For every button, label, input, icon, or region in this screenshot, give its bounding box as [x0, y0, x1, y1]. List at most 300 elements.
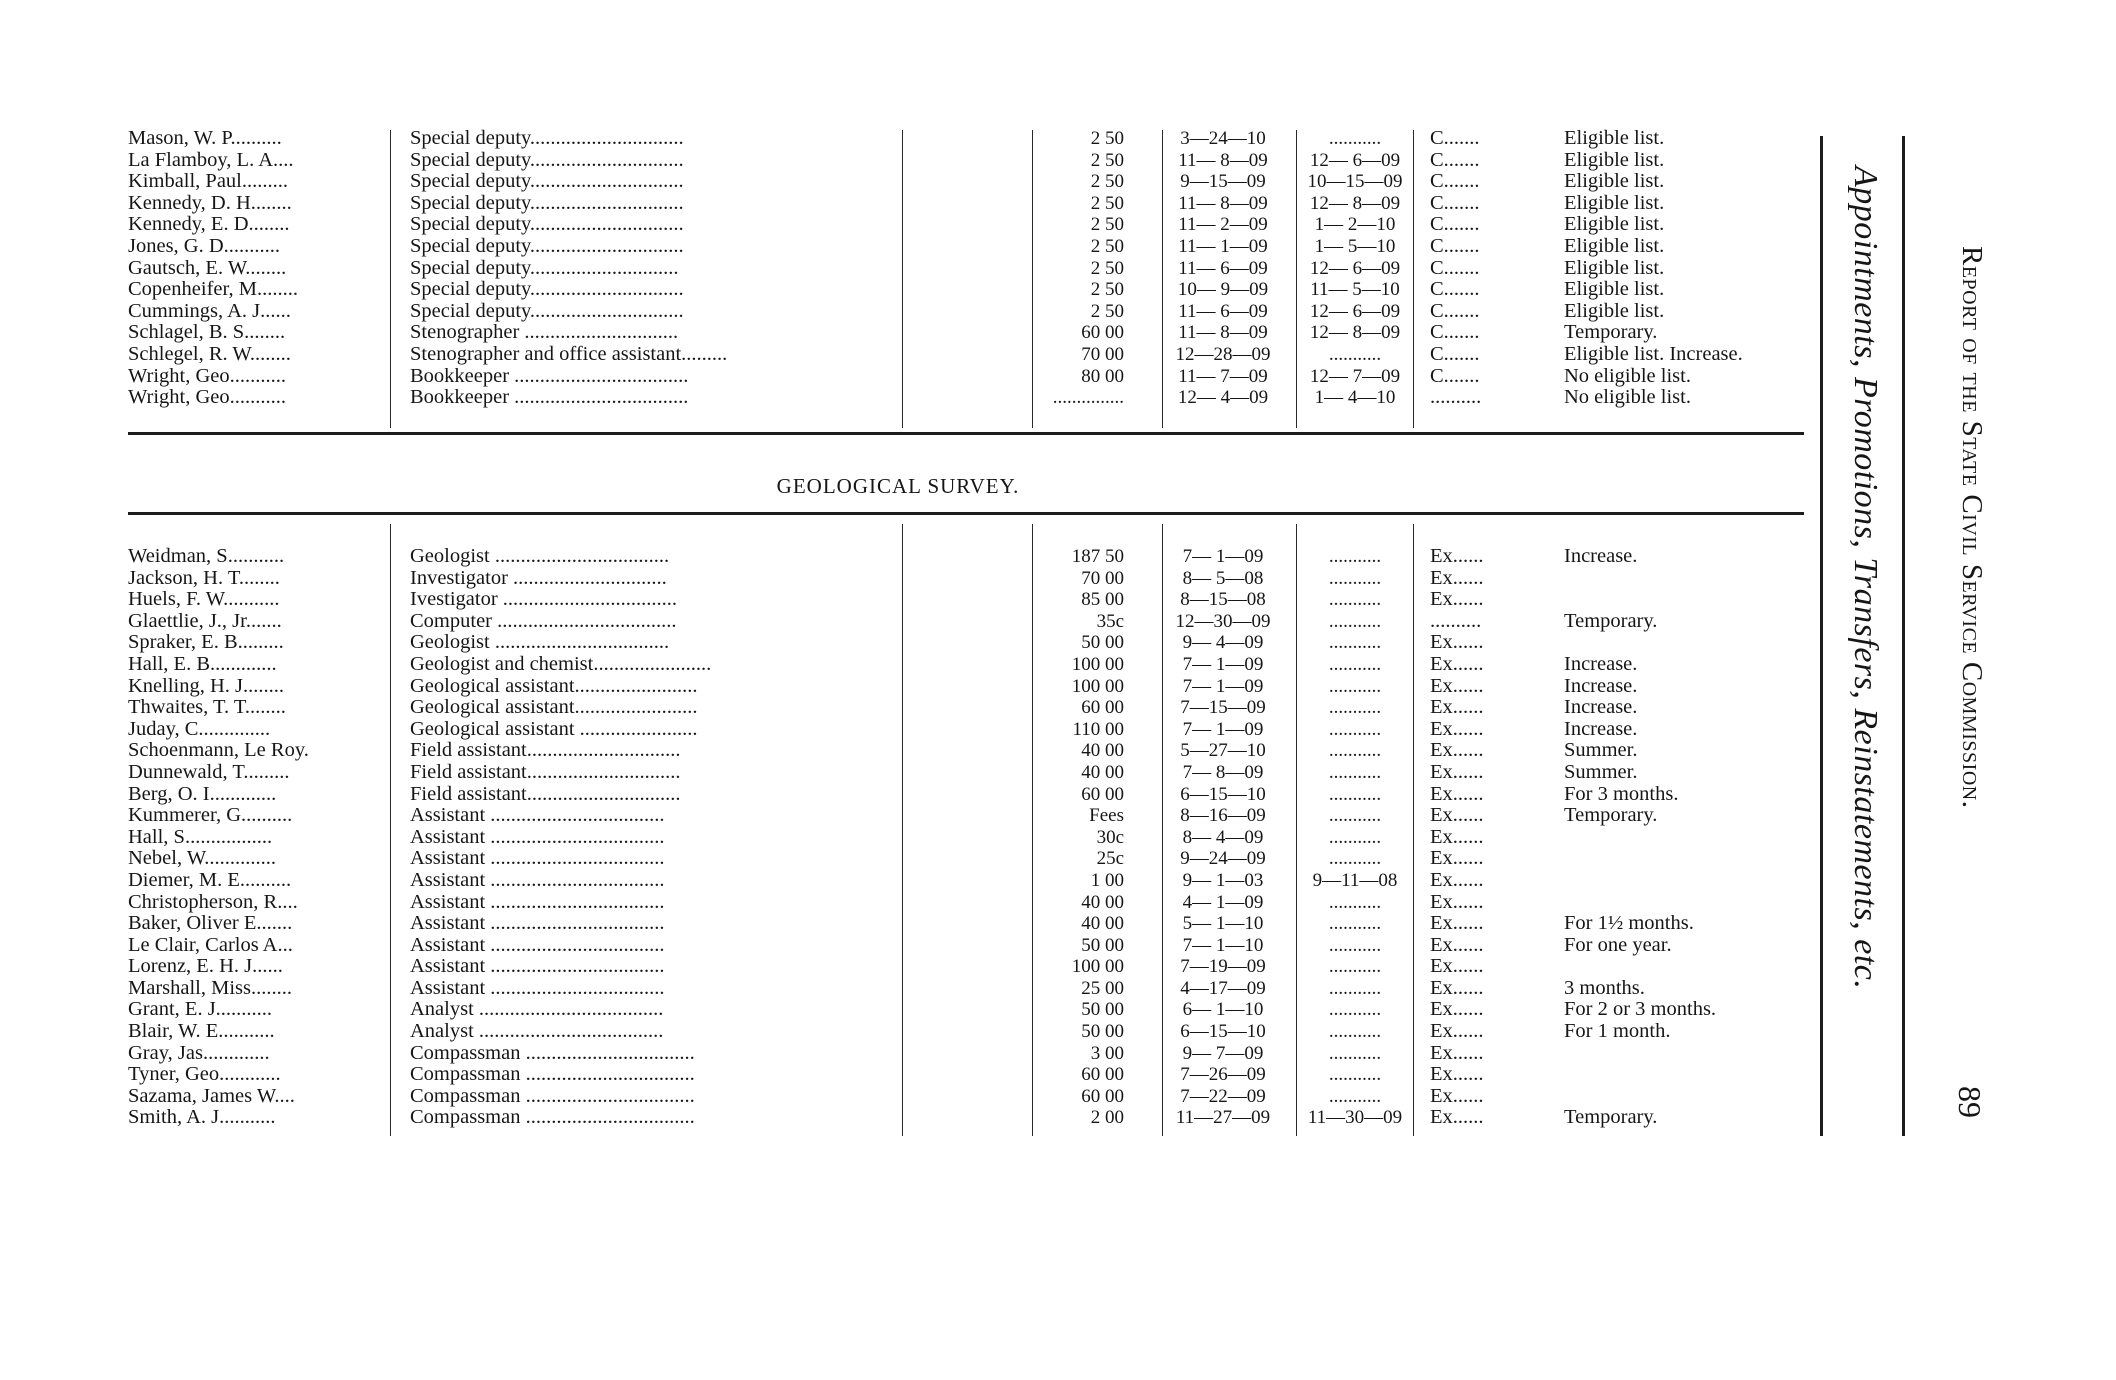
- table-row: [128, 1086, 1804, 1108]
- table-row: [128, 1043, 1804, 1065]
- status-code: Ex......: [1430, 934, 1484, 956]
- table-row: [128, 848, 1804, 870]
- side-rule-left: [1820, 136, 1823, 1136]
- compensation-rate: 25c: [1096, 848, 1124, 870]
- end-date: ...........: [1328, 610, 1382, 632]
- appointment-date: 11—27—09: [1175, 1107, 1271, 1129]
- appointment-date: 10— 9—09: [1177, 279, 1269, 301]
- appointee-name: Huels, F. W...........: [128, 589, 280, 611]
- appointee-name: Lorenz, E. H. J......: [128, 956, 283, 978]
- appointment-date: 9— 7—09: [1182, 1042, 1264, 1064]
- appointee-name: Diemer, M. E..........: [128, 869, 292, 891]
- position-title: Analyst ....................................: [410, 999, 664, 1021]
- compensation-rate: 50 00: [1081, 934, 1124, 956]
- appointment-date: 7—15—09: [1180, 697, 1266, 719]
- status-code: Ex......: [1430, 977, 1484, 999]
- appointee-name: Berg, O. I.............: [128, 783, 277, 805]
- position-title: Investigator ..............................: [410, 567, 667, 589]
- remark: Eligible list.: [1564, 257, 1665, 279]
- compensation-rate: 40 00: [1081, 891, 1124, 913]
- appointment-date: 9— 1—03: [1182, 869, 1264, 891]
- column-rule: [1296, 130, 1297, 428]
- section-top-rule: [128, 432, 1804, 435]
- compensation-rate: 100 00: [1071, 956, 1124, 978]
- end-date: ...........: [1328, 783, 1382, 805]
- table-row: [128, 546, 1804, 568]
- appointee-name: Juday, C..............: [128, 718, 271, 740]
- table-row: [128, 589, 1804, 611]
- appointment-date: 6— 1—10: [1182, 999, 1264, 1021]
- remark: For 2 or 3 months.: [1564, 999, 1717, 1021]
- appointment-date: 7— 1—09: [1182, 653, 1264, 675]
- table-row: [128, 740, 1804, 762]
- appointee-name: Jackson, H. T........: [128, 567, 280, 589]
- position-title: Stenographer and office assistant.........: [410, 343, 728, 365]
- table-row: [128, 935, 1804, 957]
- position-title: Assistant ..................................: [410, 826, 665, 848]
- status-code: Ex......: [1430, 740, 1484, 762]
- compensation-rate: ...............: [1052, 387, 1124, 409]
- status-code: Ex......: [1430, 697, 1484, 719]
- remark: For one year.: [1564, 934, 1672, 956]
- position-title: Special deputy.............................: [410, 257, 679, 279]
- compensation-rate: 85 00: [1081, 589, 1124, 611]
- end-date: ...........: [1328, 977, 1382, 999]
- position-title: Special deputy..............................: [410, 214, 684, 236]
- appointment-date: 11— 1—09: [1178, 235, 1268, 257]
- end-date: ...........: [1328, 718, 1382, 740]
- status-code: C.......: [1430, 300, 1480, 322]
- appointment-date: 6—15—10: [1180, 783, 1266, 805]
- appointment-date: 5— 1—10: [1182, 913, 1264, 935]
- appointment-date: 12—30—09: [1175, 610, 1271, 632]
- appointee-name: Blair, W. E...........: [128, 1021, 275, 1043]
- remark: Increase.: [1564, 697, 1638, 719]
- compensation-rate: 40 00: [1081, 740, 1124, 762]
- appointee-name: Schoenmann, Le Roy.: [128, 740, 309, 762]
- status-code: Ex......: [1430, 848, 1484, 870]
- appointment-date: 6—15—10: [1180, 1021, 1266, 1043]
- end-date: 11—30—09: [1307, 1107, 1403, 1129]
- page-number: 89: [1952, 1086, 1988, 1118]
- compensation-rate: 60 00: [1081, 1064, 1124, 1086]
- column-rule: [390, 524, 391, 1136]
- table-row: [128, 301, 1804, 323]
- compensation-rate: 187 50: [1071, 546, 1124, 567]
- appointee-name: Hall, S.................: [128, 826, 273, 848]
- status-code: C.......: [1430, 192, 1480, 214]
- end-date: 9—11—08: [1312, 869, 1398, 891]
- compensation-rate: 2 50: [1090, 192, 1124, 214]
- compensation-rate: 2 50: [1090, 300, 1124, 322]
- column-rule: [1032, 524, 1033, 1136]
- table-row: [128, 1064, 1804, 1086]
- end-date: ...........: [1328, 653, 1382, 675]
- compensation-rate: 2 50: [1090, 279, 1124, 301]
- status-code: C.......: [1430, 128, 1480, 149]
- remark: No eligible list.: [1564, 387, 1691, 409]
- position-title: Ivestigator ..................................: [410, 589, 678, 611]
- column-rule: [902, 524, 903, 1136]
- end-date: ...........: [1328, 934, 1382, 956]
- status-code: Ex......: [1430, 632, 1484, 654]
- appointee-name: Gray, Jas.............: [128, 1042, 270, 1064]
- end-date: ...........: [1328, 567, 1382, 589]
- appointment-date: 7— 1—10: [1182, 934, 1264, 956]
- compensation-rate: 2 00: [1090, 1107, 1124, 1129]
- table-row: [128, 128, 1804, 150]
- remark: Eligible list.: [1564, 300, 1665, 322]
- end-date: 12— 8—09: [1309, 322, 1401, 344]
- compensation-rate: 60 00: [1081, 1085, 1124, 1107]
- position-title: Geologist ..................................: [410, 632, 670, 654]
- table-row: [128, 322, 1804, 344]
- table-row: [128, 870, 1804, 892]
- table-row: [128, 568, 1804, 590]
- position-title: Assistant ..................................: [410, 913, 665, 935]
- appointee-name: Gautsch, E. W........: [128, 257, 287, 279]
- remark: Increase.: [1564, 653, 1638, 675]
- end-date: ...........: [1328, 697, 1382, 719]
- column-rule: [1032, 130, 1033, 428]
- appointee-name: Knelling, H. J........: [128, 675, 285, 697]
- remark: For 1½ months.: [1564, 913, 1694, 935]
- status-code: Ex......: [1430, 589, 1484, 611]
- status-code: Ex......: [1430, 999, 1484, 1021]
- appointee-name: Dunnewald, T.........: [128, 761, 290, 783]
- appointment-date: 11— 6—09: [1178, 257, 1268, 279]
- column-rule: [1296, 524, 1297, 1136]
- compensation-rate: 50 00: [1081, 632, 1124, 654]
- table-row: [128, 1107, 1804, 1129]
- table-row: [128, 611, 1804, 633]
- remark: Increase.: [1564, 546, 1638, 567]
- end-date: ...........: [1328, 1085, 1382, 1107]
- table-row: [128, 719, 1804, 741]
- end-date: ...........: [1328, 740, 1382, 762]
- status-code: Ex......: [1430, 567, 1484, 589]
- remark: Temporary.: [1564, 610, 1658, 632]
- appointee-name: Wright, Geo...........: [128, 365, 287, 387]
- appointee-name: Tyner, Geo............: [128, 1064, 281, 1086]
- appointee-name: Mason, W. P..........: [128, 128, 282, 149]
- remark: Eligible list.: [1564, 171, 1665, 193]
- position-title: Geological assistant .......................: [410, 718, 698, 740]
- compensation-rate: 1 00: [1090, 869, 1124, 891]
- appointee-name: Le Clair, Carlos A...: [128, 934, 293, 956]
- status-code: Ex......: [1430, 1064, 1484, 1086]
- end-date: ...........: [1328, 1064, 1382, 1086]
- table-row: [128, 654, 1804, 676]
- end-date: 12— 8—09: [1309, 192, 1401, 214]
- table-row: [128, 214, 1804, 236]
- end-date: 1— 5—10: [1314, 235, 1396, 257]
- position-title: Special deputy..............................: [410, 300, 684, 322]
- table-row: [128, 387, 1804, 409]
- position-title: Computer ...................................: [410, 610, 677, 632]
- status-code: C.......: [1430, 279, 1480, 301]
- table-row: [128, 258, 1804, 280]
- appointee-name: Kimball, Paul.........: [128, 171, 289, 193]
- position-title: Bookkeeper ..................................: [410, 387, 689, 409]
- appointee-name: Grant, E. J...........: [128, 999, 273, 1021]
- appointment-date: 8— 4—09: [1182, 826, 1264, 848]
- end-date: 12— 7—09: [1309, 365, 1401, 387]
- status-code: C.......: [1430, 235, 1480, 257]
- end-date: ...........: [1328, 546, 1382, 567]
- appointee-name: Glaettlie, J., Jr.......: [128, 610, 282, 632]
- status-code: Ex......: [1430, 718, 1484, 740]
- appointment-date: 5—27—10: [1180, 740, 1266, 762]
- table-row: [128, 676, 1804, 698]
- appointment-date: 9— 4—09: [1182, 632, 1264, 654]
- appointee-name: Jones, G. D...........: [128, 235, 281, 257]
- table-row: [128, 892, 1804, 914]
- appointee-name: Thwaites, T. T........: [128, 697, 286, 719]
- end-date: 1— 2—10: [1314, 214, 1396, 236]
- position-title: Special deputy..............................: [410, 235, 684, 257]
- compensation-rate: 25 00: [1081, 977, 1124, 999]
- compensation-rate: 110 00: [1072, 718, 1124, 740]
- appointee-name: Wright, Geo...........: [128, 387, 287, 409]
- end-date: ...........: [1328, 1021, 1382, 1043]
- remark: 3 months.: [1564, 977, 1645, 999]
- compensation-rate: 100 00: [1071, 675, 1124, 697]
- position-title: Assistant ..................................: [410, 805, 665, 827]
- status-code: Ex......: [1430, 956, 1484, 978]
- running-subhead: Appointments, Promotions, Transfers, Reinstatements, etc.: [1847, 166, 1884, 990]
- column-rule: [1413, 524, 1414, 1136]
- status-code: Ex......: [1430, 653, 1484, 675]
- appointee-name: La Flamboy, L. A....: [128, 149, 294, 171]
- table-row: [128, 784, 1804, 806]
- position-title: Compassman .................................: [410, 1042, 695, 1064]
- position-title: Assistant ..................................: [410, 934, 665, 956]
- position-title: Special deputy..............................: [410, 192, 684, 214]
- running-head: Report of the State Civil Service Commission.: [1956, 246, 1988, 809]
- appointment-date: 11— 7—09: [1178, 365, 1268, 387]
- position-title: Compassman .................................: [410, 1064, 695, 1086]
- status-code: Ex......: [1430, 783, 1484, 805]
- appointment-date: 3—24—10: [1180, 128, 1266, 149]
- compensation-rate: 3 00: [1090, 1042, 1124, 1064]
- table-row: [128, 193, 1804, 215]
- position-title: Special deputy..............................: [410, 149, 684, 171]
- compensation-rate: 50 00: [1081, 1021, 1124, 1043]
- table-row: [128, 1021, 1804, 1043]
- position-title: Assistant ..................................: [410, 956, 665, 978]
- appointment-date: 4— 1—09: [1182, 891, 1264, 913]
- appointment-date: 7—22—09: [1180, 1085, 1266, 1107]
- status-code: Ex......: [1430, 1042, 1484, 1064]
- position-title: Analyst ....................................: [410, 1021, 664, 1043]
- position-title: Field assistant..............................: [410, 783, 681, 805]
- table-row: [128, 236, 1804, 258]
- appointment-date: 9—15—09: [1180, 171, 1266, 193]
- end-date: ...........: [1328, 913, 1382, 935]
- remark: Temporary.: [1564, 322, 1658, 344]
- appointment-date: 4—17—09: [1180, 977, 1266, 999]
- geological-survey-table: [128, 546, 1804, 1129]
- compensation-rate: 2 50: [1090, 171, 1124, 193]
- table-row: [128, 366, 1804, 388]
- end-date: ...........: [1328, 1042, 1382, 1064]
- end-date: ...........: [1328, 343, 1382, 365]
- status-code: Ex......: [1430, 761, 1484, 783]
- appointee-name: Kennedy, D. H........: [128, 192, 292, 214]
- section-bottom-rule: [128, 512, 1804, 515]
- end-date: 10—15—09: [1307, 171, 1403, 193]
- table-row: [128, 344, 1804, 366]
- position-title: Field assistant..............................: [410, 740, 681, 762]
- position-title: Special deputy..............................: [410, 279, 684, 301]
- position-title: Compassman .................................: [410, 1085, 695, 1107]
- end-date: ...........: [1328, 826, 1382, 848]
- remark: No eligible list.: [1564, 365, 1691, 387]
- table-row: [128, 632, 1804, 654]
- position-title: Bookkeeper ..................................: [410, 365, 689, 387]
- appointment-date: 8—16—09: [1180, 805, 1266, 827]
- end-date: ...........: [1328, 589, 1382, 611]
- end-date: 12— 6—09: [1309, 257, 1401, 279]
- status-code: C.......: [1430, 343, 1480, 365]
- end-date: ...........: [1328, 999, 1382, 1021]
- appointment-date: 7— 1—09: [1182, 675, 1264, 697]
- status-code: Ex......: [1430, 891, 1484, 913]
- appointment-date: 11— 2—09: [1178, 214, 1268, 236]
- compensation-rate: 40 00: [1081, 761, 1124, 783]
- appointee-name: Hall, E. B.............: [128, 653, 277, 675]
- compensation-rate: 40 00: [1081, 913, 1124, 935]
- end-date: 12— 6—09: [1309, 300, 1401, 322]
- appointment-date: 9—24—09: [1180, 848, 1266, 870]
- appointment-date: 11— 8—09: [1178, 149, 1268, 171]
- end-date: ...........: [1328, 956, 1382, 978]
- end-date: ...........: [1328, 891, 1382, 913]
- remark: Summer.: [1564, 740, 1638, 762]
- column-rule: [1413, 130, 1414, 428]
- appointee-name: Nebel, W..............: [128, 848, 277, 870]
- appointee-name: Cummings, A. J......: [128, 300, 291, 322]
- remark: Temporary.: [1564, 1107, 1658, 1129]
- position-title: Geologist and chemist.......................: [410, 653, 712, 675]
- compensation-rate: 2 50: [1090, 214, 1124, 236]
- appointment-date: 11— 8—09: [1178, 192, 1268, 214]
- status-code: C.......: [1430, 149, 1480, 171]
- remark: Temporary.: [1564, 805, 1658, 827]
- compensation-rate: 2 50: [1090, 257, 1124, 279]
- appointee-name: Smith, A. J...........: [128, 1107, 276, 1129]
- compensation-rate: Fees: [1089, 805, 1124, 827]
- table-row: [128, 956, 1804, 978]
- column-rule: [902, 130, 903, 428]
- position-title: Geologist ..................................: [410, 546, 670, 567]
- position-title: Geological assistant........................: [410, 697, 698, 719]
- status-code: Ex......: [1430, 675, 1484, 697]
- status-code: ..........: [1430, 610, 1482, 632]
- position-title: Special deputy..............................: [410, 128, 684, 149]
- end-date: 11— 5—10: [1310, 279, 1400, 301]
- position-title: Assistant ..................................: [410, 848, 665, 870]
- appointee-name: Kennedy, E. D........: [128, 214, 290, 236]
- position-title: Field assistant..............................: [410, 761, 681, 783]
- table-row: [128, 999, 1804, 1021]
- compensation-rate: 100 00: [1071, 653, 1124, 675]
- end-date: 1— 4—10: [1314, 387, 1396, 409]
- section-title: GEOLOGICAL SURVEY.: [776, 474, 1020, 498]
- position-title: Assistant ..................................: [410, 891, 665, 913]
- appointee-name: Baker, Oliver E.......: [128, 913, 293, 935]
- table-row: [128, 827, 1804, 849]
- status-code: Ex......: [1430, 869, 1484, 891]
- position-title: Compassman .................................: [410, 1107, 695, 1129]
- appointment-date: 7— 8—09: [1182, 761, 1264, 783]
- end-date: ...........: [1328, 805, 1382, 827]
- appointee-name: Spraker, E. B.........: [128, 632, 284, 654]
- compensation-rate: 50 00: [1081, 999, 1124, 1021]
- remark: Eligible list.: [1564, 235, 1665, 257]
- compensation-rate: 2 50: [1090, 128, 1124, 149]
- compensation-rate: 35c: [1096, 610, 1124, 632]
- status-code: C.......: [1430, 257, 1480, 279]
- table-row: [128, 978, 1804, 1000]
- appointee-name: Sazama, James W....: [128, 1085, 295, 1107]
- column-rule: [1162, 130, 1163, 428]
- remark: For 1 month.: [1564, 1021, 1671, 1043]
- status-code: C.......: [1430, 322, 1480, 344]
- status-code: Ex......: [1430, 913, 1484, 935]
- table-row: [128, 805, 1804, 827]
- appointee-name: Copenheifer, M........: [128, 279, 298, 301]
- remark: Eligible list.: [1564, 128, 1665, 149]
- status-code: ..........: [1430, 387, 1482, 409]
- appointment-date: 7— 1—09: [1182, 546, 1264, 567]
- appointment-date: 7—26—09: [1180, 1064, 1266, 1086]
- position-title: Stenographer ..............................: [410, 322, 679, 344]
- table-row: [128, 150, 1804, 172]
- remark: Eligible list.: [1564, 279, 1665, 301]
- table-row: [128, 279, 1804, 301]
- remark: Summer.: [1564, 761, 1638, 783]
- column-rule: [390, 130, 391, 428]
- status-code: Ex......: [1430, 826, 1484, 848]
- status-code: C.......: [1430, 214, 1480, 236]
- appointment-date: 12— 4—09: [1177, 387, 1269, 409]
- compensation-rate: 2 50: [1090, 235, 1124, 257]
- compensation-rate: 60 00: [1081, 783, 1124, 805]
- end-date: ...........: [1328, 128, 1382, 149]
- status-code: C.......: [1430, 365, 1480, 387]
- appointee-name: Schlagel, B. S........: [128, 322, 286, 344]
- status-code: Ex......: [1430, 805, 1484, 827]
- position-title: Special deputy..............................: [410, 171, 684, 193]
- table-row: [128, 913, 1804, 935]
- appointment-date: 11— 8—09: [1178, 322, 1268, 344]
- appointment-date: 8— 5—08: [1182, 567, 1264, 589]
- position-title: Assistant ..................................: [410, 977, 665, 999]
- compensation-rate: 70 00: [1081, 343, 1124, 365]
- compensation-rate: 2 50: [1090, 149, 1124, 171]
- remark: For 3 months.: [1564, 783, 1679, 805]
- compensation-rate: 30c: [1096, 826, 1124, 848]
- table-row: [128, 171, 1804, 193]
- end-date: ...........: [1328, 761, 1382, 783]
- appointment-date: 8—15—08: [1180, 589, 1266, 611]
- appointment-date: 7— 1—09: [1182, 718, 1264, 740]
- position-title: Assistant ..................................: [410, 869, 665, 891]
- remark: Increase.: [1564, 675, 1638, 697]
- appointee-name: Christopherson, R....: [128, 891, 298, 913]
